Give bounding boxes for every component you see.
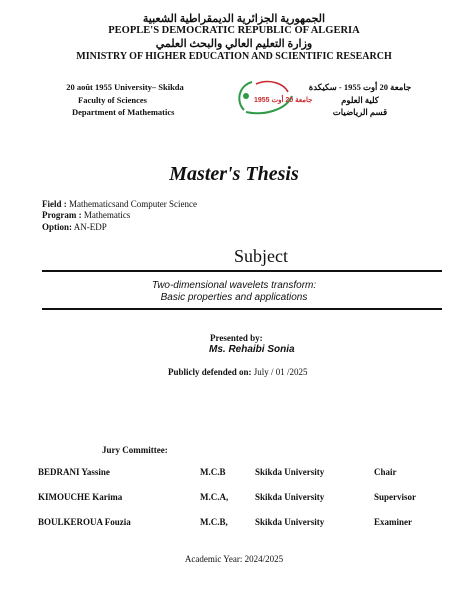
- defended-label: Publicly defended on:: [168, 367, 252, 377]
- institution-department: Department of Mathematics: [72, 107, 175, 117]
- jury-member-name: BEDRANI Yassine: [38, 467, 110, 477]
- program-value: Mathematics: [83, 210, 131, 220]
- subject-line-2: Basic properties and applications: [160, 292, 308, 303]
- program-label: Program :: [42, 210, 82, 220]
- logo-text: جامعة 20 أوت 1955: [254, 97, 313, 104]
- jury-member-institution: Skikda University: [255, 492, 325, 502]
- header-ministry: MINISTRY OF HIGHER EDUCATION AND SCIENTIFIC RESEARCH: [76, 51, 392, 62]
- defended-date: July / 01 /2025: [253, 367, 308, 377]
- jury-title: Jury Committee:: [102, 445, 168, 455]
- thesis-title: Master's Thesis: [169, 163, 299, 185]
- jury-member-rank: M.C.B,: [200, 517, 228, 527]
- institution-faculty-arabic: كلية العلوم: [341, 95, 379, 105]
- header-arabic-ministry: وزارة التعليم العالي والبحث العلمي: [155, 38, 313, 50]
- jury-member-institution: Skikda University: [255, 517, 325, 527]
- jury-member-role: Examiner: [374, 517, 412, 527]
- field-label: Field :: [42, 199, 67, 209]
- field-line: [42, 199, 197, 209]
- jury-member-name: BOULKEROUA Fouzia: [38, 517, 131, 527]
- option-line: [42, 222, 107, 232]
- header-arabic-republic: الجمهورية الجزائرية الديمقراطية الشعبية: [142, 13, 326, 25]
- jury-member-name: KIMOUCHE Karima: [38, 492, 123, 502]
- institution-faculty: Faculty of Sciences: [78, 95, 147, 105]
- institution-university: 20 août 1955 University– Skikda: [66, 82, 184, 92]
- subject-top-rule: [42, 270, 442, 272]
- header-republic: PEOPLE'S DEMOCRATIC REPUBLIC OF ALGERIA: [108, 25, 360, 36]
- jury-member-rank: M.C.B: [200, 467, 226, 477]
- option-label: Option:: [42, 222, 73, 232]
- jury-member-rank: M.C.A,: [200, 492, 229, 502]
- university-logo-icon: [234, 78, 313, 116]
- institution-university-arabic: جامعة 20 أوت 1955 - سكيكدة: [308, 82, 412, 92]
- defended-line: [168, 367, 308, 377]
- jury-member-role: Supervisor: [374, 492, 417, 502]
- academic-year: Academic Year: 2024/2025: [184, 554, 284, 564]
- presented-label: Presented by:: [210, 333, 263, 343]
- option-value: AN-EDP: [73, 222, 107, 232]
- program-line: [42, 210, 130, 220]
- jury-member-role: Chair: [374, 467, 397, 477]
- jury-member-institution: Skikda University: [255, 467, 325, 477]
- subject-bottom-rule: [42, 308, 442, 310]
- field-value: Mathematicsand Computer Science: [69, 199, 197, 209]
- subject-line-1: Two-dimensional wavelets transform:: [151, 280, 317, 291]
- student-name: Ms. Rehaibi Sonia: [209, 344, 295, 355]
- subject-heading: Subject: [234, 246, 288, 266]
- institution-department-arabic: قسم الرياضيات: [332, 107, 388, 117]
